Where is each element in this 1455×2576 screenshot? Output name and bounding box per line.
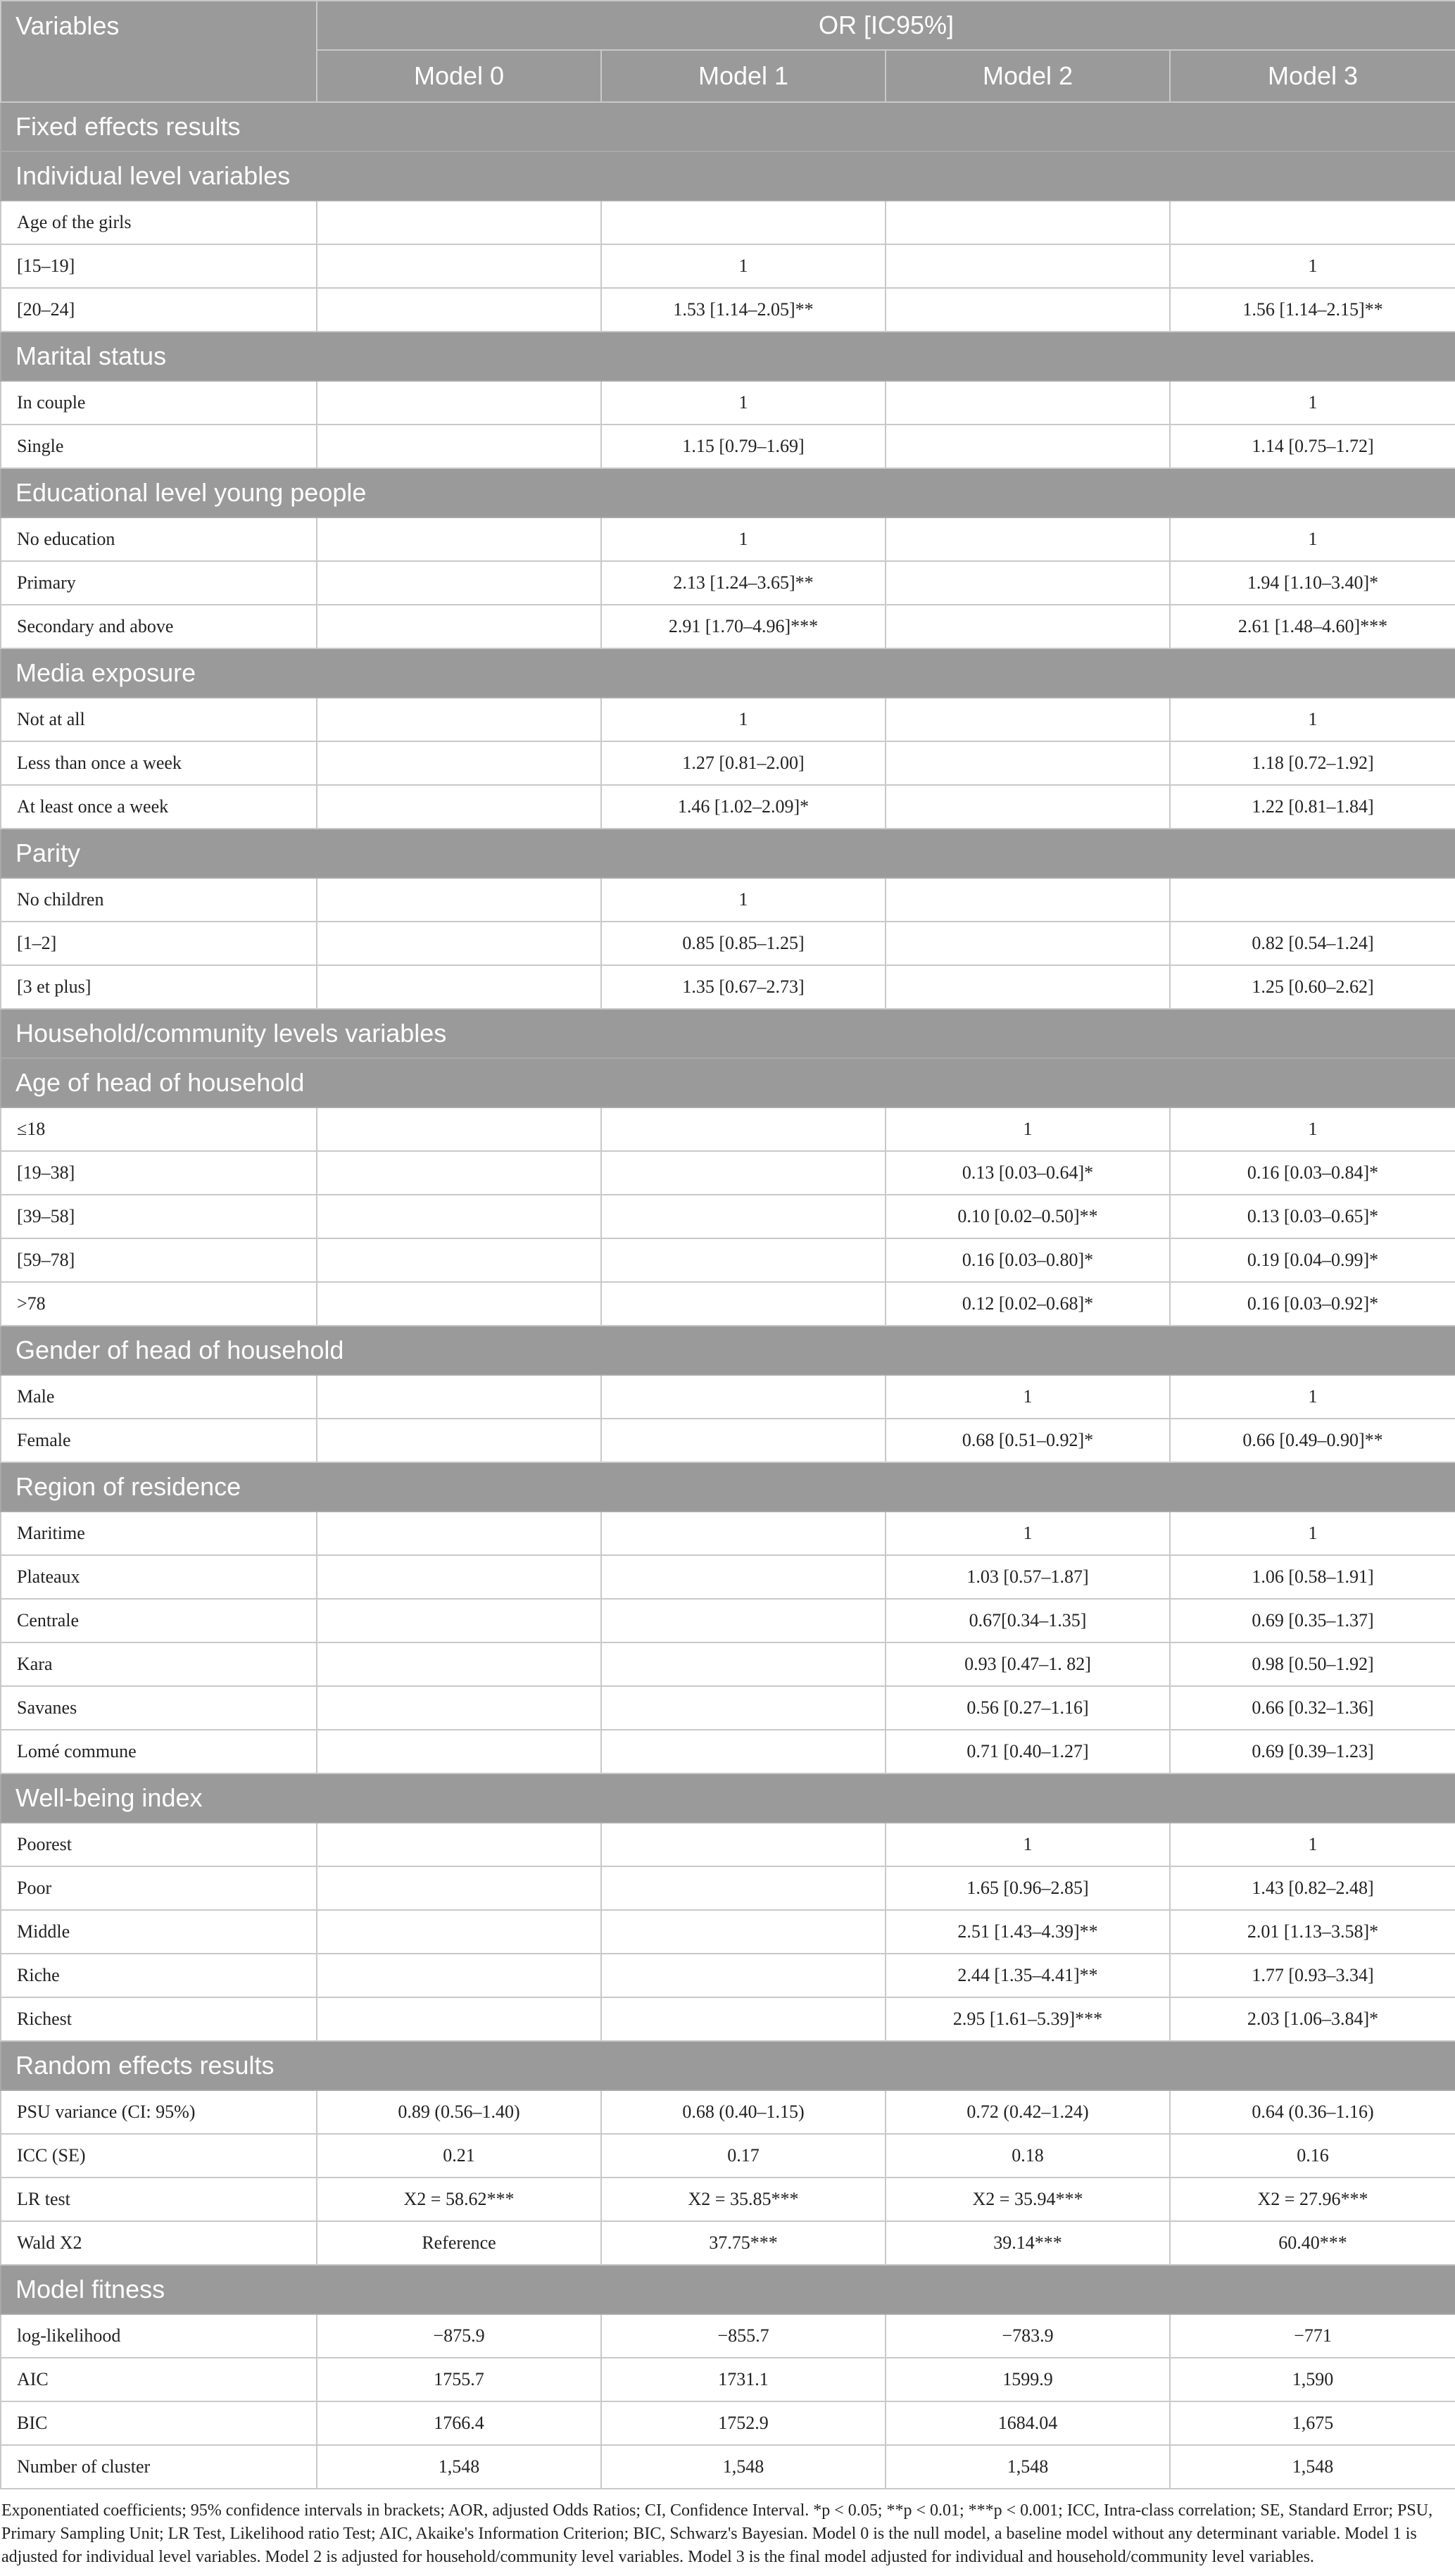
model-2-cell: 0.10 [0.02–0.50]** <box>886 1195 1170 1238</box>
model-1-cell: 37.75*** <box>601 2221 886 2265</box>
row-label: Poor <box>1 1866 317 1910</box>
model-1-cell <box>601 1642 886 1686</box>
model-2-cell: 2.51 [1.43–4.39]** <box>886 1910 1170 1954</box>
model-3-cell: 2.61 [1.48–4.60]*** <box>1170 605 1455 648</box>
row-label: Kara <box>1 1642 317 1686</box>
model-2-cell <box>886 965 1170 1009</box>
model-0-cell <box>317 561 601 605</box>
row-label: No education <box>1 517 317 561</box>
section-header-row <box>1 1058 1455 1107</box>
model-1-cell <box>601 1599 886 1642</box>
model-3-cell: 0.13 [0.03–0.65]* <box>1170 1195 1455 1238</box>
model-2-cell: 1 <box>886 1375 1170 1419</box>
model-2-cell <box>886 517 1170 561</box>
table-row <box>1 741 1455 785</box>
table-row <box>1 1866 1455 1910</box>
model-1-cell <box>601 1419 886 1462</box>
model-1-cell: 1 <box>601 517 886 561</box>
model-3-cell: 0.66 [0.49–0.90]** <box>1170 1419 1455 1462</box>
section-title: Parity <box>1 829 1455 878</box>
model-2-cell <box>886 561 1170 605</box>
model-1-cell: 0.17 <box>601 2134 886 2178</box>
section-header-row <box>1 2041 1455 2090</box>
model-0-cell <box>317 785 601 829</box>
header-row-1 <box>1 1 1455 50</box>
table-row <box>1 965 1455 1009</box>
table-row <box>1 381 1455 425</box>
table-row <box>1 288 1455 332</box>
section-header-row <box>1 1773 1455 1823</box>
model-2-cell: 1684.04 <box>886 2401 1170 2445</box>
section-header-row <box>1 102 1455 151</box>
model-1-cell: 1.46 [1.02–2.09]* <box>601 785 886 829</box>
model-3-cell <box>1170 878 1455 922</box>
table-row <box>1 1823 1455 1866</box>
model-0-cell <box>317 1419 601 1462</box>
row-label: Not at all <box>1 698 317 741</box>
section-header-row <box>1 829 1455 878</box>
model-1-cell <box>601 1238 886 1282</box>
model-0-cell <box>317 698 601 741</box>
model-1-cell: 1.27 [0.81–2.00] <box>601 741 886 785</box>
model-3-cell: 0.98 [0.50–1.92] <box>1170 1642 1455 1686</box>
model-0-cell <box>317 1151 601 1195</box>
table-row <box>1 1375 1455 1419</box>
model-3-cell: 1,548 <box>1170 2445 1455 2489</box>
table-row <box>1 561 1455 605</box>
table-row <box>1 2358 1455 2401</box>
model-3-cell: 1.06 [0.58–1.91] <box>1170 1555 1455 1599</box>
table-row <box>1 1512 1455 1555</box>
model-0-cell <box>317 1997 601 2041</box>
table-row <box>1 2221 1455 2265</box>
model-1-cell <box>601 1195 886 1238</box>
model-2-cell: 1,548 <box>886 2445 1170 2489</box>
section-header-row <box>1 468 1455 517</box>
model-3-cell: 0.69 [0.39–1.23] <box>1170 1730 1455 1773</box>
row-label: Number of cluster <box>1 2445 317 2489</box>
model-2-cell <box>886 201 1170 244</box>
variables-header: Variables <box>1 1 317 102</box>
model-2-cell <box>886 288 1170 332</box>
model-2-cell <box>886 741 1170 785</box>
model-0-cell <box>317 1954 601 1997</box>
section-title: Fixed effects results <box>1 102 1455 151</box>
model-3-cell: 1,675 <box>1170 2401 1455 2445</box>
row-label: Maritime <box>1 1512 317 1555</box>
table-row <box>1 1151 1455 1195</box>
model-0-header: Model 0 <box>317 50 601 102</box>
section-header-row <box>1 648 1455 698</box>
model-1-cell <box>601 201 886 244</box>
row-label: Centrale <box>1 1599 317 1642</box>
model-2-cell: 1 <box>886 1107 1170 1151</box>
model-2-cell: 1599.9 <box>886 2358 1170 2401</box>
section-title: Random effects results <box>1 2041 1455 2090</box>
table-row <box>1 922 1455 965</box>
model-0-cell <box>317 1599 601 1642</box>
model-0-cell <box>317 878 601 922</box>
row-label: Less than once a week <box>1 741 317 785</box>
model-2-cell: 0.72 (0.42–1.24) <box>886 2090 1170 2134</box>
section-title: Gender of head of household <box>1 1326 1455 1375</box>
section-title: Individual level variables <box>1 151 1455 201</box>
model-3-cell: 1.22 [0.81–1.84] <box>1170 785 1455 829</box>
model-2-cell <box>886 698 1170 741</box>
model-2-cell <box>886 785 1170 829</box>
table-row <box>1 517 1455 561</box>
model-2-cell: 0.12 [0.02–0.68]* <box>886 1282 1170 1326</box>
model-0-cell <box>317 1642 601 1686</box>
model-2-cell <box>886 381 1170 425</box>
model-1-cell: 1.35 [0.67–2.73] <box>601 965 886 1009</box>
model-2-cell: 2.95 [1.61–5.39]*** <box>886 1997 1170 2041</box>
table-row <box>1 2090 1455 2134</box>
model-1-cell <box>601 1282 886 1326</box>
model-0-cell <box>317 1107 601 1151</box>
model-1-cell: −855.7 <box>601 2314 886 2358</box>
table-row <box>1 1910 1455 1954</box>
model-0-cell <box>317 244 601 288</box>
table-row <box>1 1107 1455 1151</box>
row-label: Male <box>1 1375 317 1419</box>
model-2-cell <box>886 605 1170 648</box>
row-label: Plateaux <box>1 1555 317 1599</box>
model-1-cell: 0.68 (0.40–1.15) <box>601 2090 886 2134</box>
model-1-cell: 2.91 [1.70–4.96]*** <box>601 605 886 648</box>
table-row <box>1 1730 1455 1773</box>
model-0-cell <box>317 1686 601 1730</box>
model-0-cell <box>317 922 601 965</box>
section-title: Media exposure <box>1 648 1455 698</box>
model-0-cell <box>317 1512 601 1555</box>
model-3-cell: −771 <box>1170 2314 1455 2358</box>
section-header-row <box>1 1462 1455 1512</box>
model-0-cell: X2 = 58.62*** <box>317 2178 601 2221</box>
section-header-row <box>1 332 1455 381</box>
table-row <box>1 1686 1455 1730</box>
model-2-header: Model 2 <box>886 50 1170 102</box>
model-3-cell: 0.19 [0.04–0.99]* <box>1170 1238 1455 1282</box>
model-0-cell <box>317 965 601 1009</box>
model-2-cell: 39.14*** <box>886 2221 1170 2265</box>
model-3-cell: 0.16 [0.03–0.84]* <box>1170 1151 1455 1195</box>
model-0-cell: 1766.4 <box>317 2401 601 2445</box>
row-label: Single <box>1 425 317 468</box>
model-2-cell: 0.71 [0.40–1.27] <box>886 1730 1170 1773</box>
model-0-cell: −875.9 <box>317 2314 601 2358</box>
model-3-cell: 1 <box>1170 698 1455 741</box>
row-label: Age of the girls <box>1 201 317 244</box>
row-label: >78 <box>1 1282 317 1326</box>
model-1-cell <box>601 1555 886 1599</box>
row-label: PSU variance (CI: 95%) <box>1 2090 317 2134</box>
model-1-cell: 1 <box>601 878 886 922</box>
model-2-cell: 1.03 [0.57–1.87] <box>886 1555 1170 1599</box>
row-label: [19–38] <box>1 1151 317 1195</box>
row-label: BIC <box>1 2401 317 2445</box>
row-label: Wald X2 <box>1 2221 317 2265</box>
model-0-cell <box>317 1866 601 1910</box>
row-label: log-likelihood <box>1 2314 317 2358</box>
or-ci-header: OR [IC95%] <box>317 1 1455 50</box>
model-1-cell <box>601 1954 886 1997</box>
section-title: Marital status <box>1 332 1455 381</box>
table-row <box>1 1419 1455 1462</box>
model-3-cell: 1.56 [1.14–2.15]** <box>1170 288 1455 332</box>
row-label: AIC <box>1 2358 317 2401</box>
model-3-cell: 1 <box>1170 381 1455 425</box>
table-row <box>1 1238 1455 1282</box>
row-label: [20–24] <box>1 288 317 332</box>
row-label: [15–19] <box>1 244 317 288</box>
model-3-cell: 1 <box>1170 1823 1455 1866</box>
table-row <box>1 1599 1455 1642</box>
model-3-cell: 1 <box>1170 244 1455 288</box>
table-row <box>1 1642 1455 1686</box>
model-3-cell: 2.03 [1.06–3.84]* <box>1170 1997 1455 2041</box>
model-1-cell <box>601 1375 886 1419</box>
model-3-header: Model 3 <box>1170 50 1455 102</box>
table-row <box>1 1555 1455 1599</box>
table-row <box>1 2314 1455 2358</box>
table-row <box>1 2401 1455 2445</box>
table-row <box>1 605 1455 648</box>
model-3-cell: 1.18 [0.72–1.92] <box>1170 741 1455 785</box>
row-label: Riche <box>1 1954 317 1997</box>
model-1-cell: 1 <box>601 698 886 741</box>
model-0-cell <box>317 1730 601 1773</box>
row-label: In couple <box>1 381 317 425</box>
table-row <box>1 785 1455 829</box>
model-1-cell <box>601 1997 886 2041</box>
section-header-row <box>1 1009 1455 1058</box>
row-label: Richest <box>1 1997 317 2041</box>
model-2-cell <box>886 922 1170 965</box>
table-row <box>1 698 1455 741</box>
section-title: Age of head of household <box>1 1058 1455 1107</box>
model-1-cell: 1 <box>601 244 886 288</box>
row-label: Female <box>1 1419 317 1462</box>
model-0-cell <box>317 1375 601 1419</box>
model-1-cell <box>601 1823 886 1866</box>
model-0-cell <box>317 1195 601 1238</box>
row-label: [3 et plus] <box>1 965 317 1009</box>
section-title: Household/community levels variables <box>1 1009 1455 1058</box>
row-label: Lomé commune <box>1 1730 317 1773</box>
model-0-cell <box>317 381 601 425</box>
model-2-cell <box>886 878 1170 922</box>
model-3-cell: 60.40*** <box>1170 2221 1455 2265</box>
model-0-cell <box>317 425 601 468</box>
row-label: Savanes <box>1 1686 317 1730</box>
row-label: At least once a week <box>1 785 317 829</box>
model-1-cell <box>601 1910 886 1954</box>
model-3-cell: 1 <box>1170 1375 1455 1419</box>
model-0-cell: 1755.7 <box>317 2358 601 2401</box>
model-1-cell: 0.85 [0.85–1.25] <box>601 922 886 965</box>
model-1-cell: 2.13 [1.24–3.65]** <box>601 561 886 605</box>
section-header-row <box>1 2265 1455 2314</box>
table-row <box>1 2178 1455 2221</box>
section-title: Region of residence <box>1 1462 1455 1512</box>
model-0-cell <box>317 1238 601 1282</box>
section-header-row <box>1 1326 1455 1375</box>
row-label: ≤18 <box>1 1107 317 1151</box>
table-row <box>1 425 1455 468</box>
section-title: Educational level young people <box>1 468 1455 517</box>
section-title: Well-being index <box>1 1773 1455 1823</box>
model-3-cell: 1.94 [1.10–3.40]* <box>1170 561 1455 605</box>
model-1-header: Model 1 <box>601 50 886 102</box>
model-2-cell: 0.93 [0.47–1. 82] <box>886 1642 1170 1686</box>
model-1-cell <box>601 1866 886 1910</box>
model-1-cell: 1.15 [0.79–1.69] <box>601 425 886 468</box>
table-row <box>1 2134 1455 2178</box>
model-0-cell <box>317 288 601 332</box>
model-2-cell: 0.68 [0.51–0.92]* <box>886 1419 1170 1462</box>
model-1-cell <box>601 1730 886 1773</box>
model-3-cell: 0.82 [0.54–1.24] <box>1170 922 1455 965</box>
row-label: No children <box>1 878 317 922</box>
table-footnote: Exponentiated coefficients; 95% confidence intervals in brackets; AOR, adjusted Odds Ratios; CI, Confidence Interval. *p < 0.05; **p < 0.01; ***p < 0.001; ICC, Intra-class correlation; SE, Standard Error; PSU, Primary Sampling Unit; LR Test, Likelihood ratio Test; AIC, Akaike's Information Criterion; BIC, Schwarz's Bayesian. Model 0 is the null model, a baseline model without any determinant variable. Model 1 is adjusted for individual level variables. Model 2 is adjusted for household/community level variables. Model 3 is the final model adjusted for individual and household/community level variables. <box>1 2501 1433 2566</box>
model-2-cell: −783.9 <box>886 2314 1170 2358</box>
model-1-cell: 1.53 [1.14–2.05]** <box>601 288 886 332</box>
model-3-cell: X2 = 27.96*** <box>1170 2178 1455 2221</box>
table-row <box>1 2445 1455 2489</box>
model-3-cell: 1 <box>1170 1512 1455 1555</box>
model-1-cell <box>601 1512 886 1555</box>
table-row <box>1 201 1455 244</box>
model-2-cell: 1.65 [0.96–2.85] <box>886 1866 1170 1910</box>
model-1-cell <box>601 1151 886 1195</box>
model-1-cell: 1731.1 <box>601 2358 886 2401</box>
model-2-cell: 0.13 [0.03–0.64]* <box>886 1151 1170 1195</box>
model-0-cell <box>317 1910 601 1954</box>
model-0-cell: 1,548 <box>317 2445 601 2489</box>
model-3-cell: 1.77 [0.93–3.34] <box>1170 1954 1455 1997</box>
model-0-cell <box>317 741 601 785</box>
row-label: Primary <box>1 561 317 605</box>
model-3-cell: 0.66 [0.32–1.36] <box>1170 1686 1455 1730</box>
table-row <box>1 1997 1455 2041</box>
model-2-cell: 0.16 [0.03–0.80]* <box>886 1238 1170 1282</box>
section-title: Model fitness <box>1 2265 1455 2314</box>
row-label: ICC (SE) <box>1 2134 317 2178</box>
model-0-cell <box>317 1823 601 1866</box>
model-1-cell <box>601 1686 886 1730</box>
model-3-cell: 1.43 [0.82–2.48] <box>1170 1866 1455 1910</box>
model-0-cell <box>317 1555 601 1599</box>
model-2-cell: X2 = 35.94*** <box>886 2178 1170 2221</box>
model-3-cell: 1.25 [0.60–2.62] <box>1170 965 1455 1009</box>
model-0-cell: Reference <box>317 2221 601 2265</box>
model-2-cell: 0.56 [0.27–1.16] <box>886 1686 1170 1730</box>
row-label: Middle <box>1 1910 317 1954</box>
model-3-cell: 0.69 [0.35–1.37] <box>1170 1599 1455 1642</box>
table-row <box>1 878 1455 922</box>
model-3-cell: 2.01 [1.13–3.58]* <box>1170 1910 1455 1954</box>
row-label: Secondary and above <box>1 605 317 648</box>
model-0-cell <box>317 1282 601 1326</box>
model-2-cell: 0.18 <box>886 2134 1170 2178</box>
model-2-cell: 2.44 [1.35–4.41]** <box>886 1954 1170 1997</box>
model-0-cell <box>317 605 601 648</box>
model-2-cell: 1 <box>886 1823 1170 1866</box>
table-row <box>1 1195 1455 1238</box>
row-label: [59–78] <box>1 1238 317 1282</box>
row-label: [39–58] <box>1 1195 317 1238</box>
table-row <box>1 1282 1455 1326</box>
model-0-cell <box>317 517 601 561</box>
row-label: [1–2] <box>1 922 317 965</box>
model-0-cell: 0.21 <box>317 2134 601 2178</box>
model-2-cell <box>886 244 1170 288</box>
model-3-cell: 0.16 <box>1170 2134 1455 2178</box>
model-2-cell: 0.67[0.34–1.35] <box>886 1599 1170 1642</box>
model-3-cell: 0.16 [0.03–0.92]* <box>1170 1282 1455 1326</box>
table-row <box>1 244 1455 288</box>
model-3-cell: 1 <box>1170 517 1455 561</box>
section-header-row <box>1 151 1455 201</box>
table-body <box>1 102 1455 2489</box>
model-1-cell: 1,548 <box>601 2445 886 2489</box>
model-0-cell <box>317 201 601 244</box>
row-label: LR test <box>1 2178 317 2221</box>
model-1-cell: X2 = 35.85*** <box>601 2178 886 2221</box>
model-3-cell: 1 <box>1170 1107 1455 1151</box>
model-1-cell <box>601 1107 886 1151</box>
model-3-cell <box>1170 201 1455 244</box>
model-3-cell: 0.64 (0.36–1.16) <box>1170 2090 1455 2134</box>
model-2-cell <box>886 425 1170 468</box>
model-3-cell: 1,590 <box>1170 2358 1455 2401</box>
model-0-cell: 0.89 (0.56–1.40) <box>317 2090 601 2134</box>
model-1-cell: 1 <box>601 381 886 425</box>
model-3-cell: 1.14 [0.75–1.72] <box>1170 425 1455 468</box>
row-label: Poorest <box>1 1823 317 1866</box>
model-2-cell: 1 <box>886 1512 1170 1555</box>
model-1-cell: 1752.9 <box>601 2401 886 2445</box>
table-row <box>1 1954 1455 1997</box>
